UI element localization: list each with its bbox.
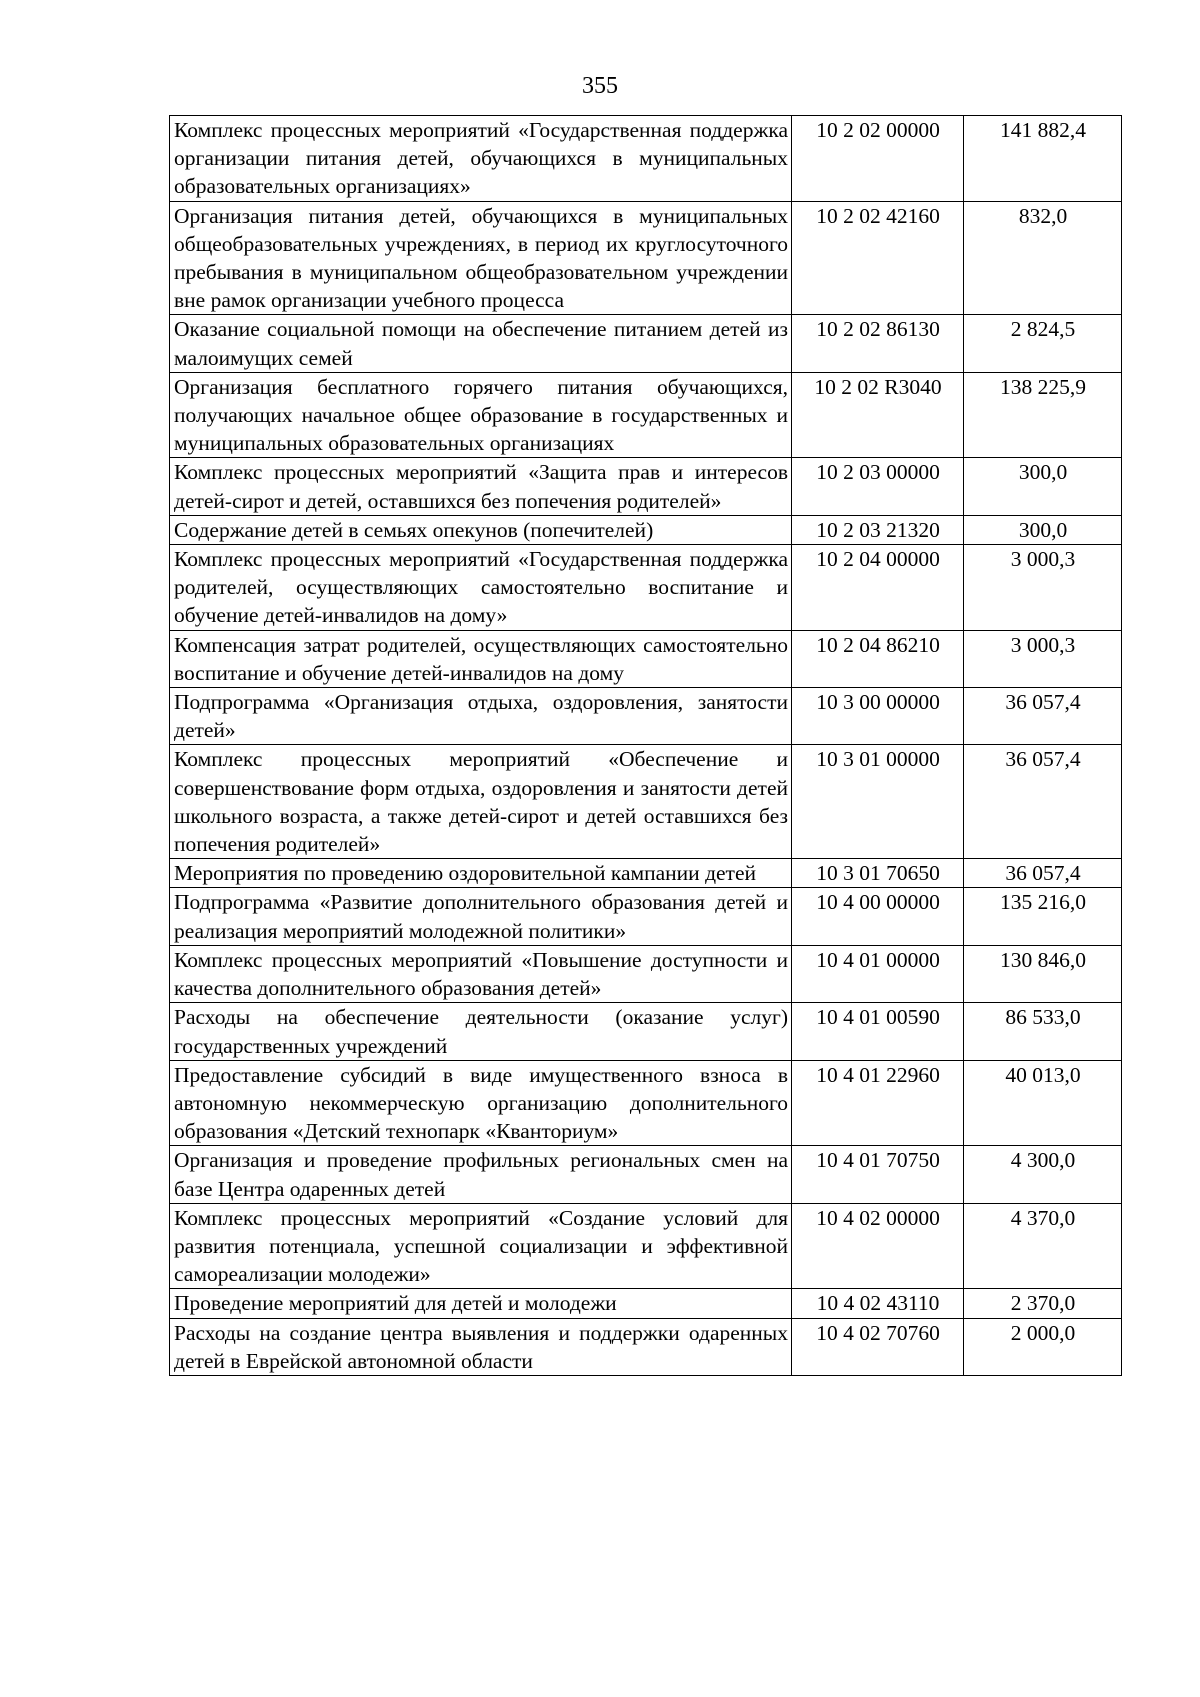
row-description: Расходы на обеспечение деятельности (оказание услуг) государственных учреждений — [170, 1003, 792, 1060]
row-amount: 832,0 — [964, 201, 1122, 315]
table-row — [170, 201, 1122, 315]
row-code: 10 2 04 00000 — [792, 545, 964, 631]
row-code: 10 4 00 00000 — [792, 888, 964, 945]
row-description: Организация и проведение профильных региональных смен на базе Центра одаренных детей — [170, 1146, 792, 1203]
page-number: 355 — [582, 73, 618, 99]
row-code: 10 2 02 00000 — [792, 116, 964, 202]
row-code: 10 4 01 70750 — [792, 1146, 964, 1203]
row-code: 10 3 01 00000 — [792, 745, 964, 859]
row-amount: 36 057,4 — [964, 745, 1122, 859]
row-code: 10 4 01 00000 — [792, 945, 964, 1002]
row-code: 10 2 04 86210 — [792, 630, 964, 687]
row-code: 10 3 01 70650 — [792, 859, 964, 888]
table-row — [170, 688, 1122, 745]
row-description: Проведение мероприятий для детей и молодежи — [170, 1289, 792, 1318]
table-row — [170, 1003, 1122, 1060]
row-description: Комплекс процессных мероприятий «Защита прав и интересов детей-сирот и детей, оставшихся без попечения родителей» — [170, 458, 792, 515]
budget-table — [169, 115, 1122, 1376]
row-amount: 130 846,0 — [964, 945, 1122, 1002]
row-code: 10 4 02 00000 — [792, 1203, 964, 1289]
row-code: 10 2 02 42160 — [792, 201, 964, 315]
table-row — [170, 315, 1122, 372]
row-description: Организация бесплатного горячего питания обучающихся, получающих начальное общее образование в государственных и муниципальных образовательных организациях — [170, 372, 792, 458]
row-amount: 2 000,0 — [964, 1318, 1122, 1375]
row-description: Организация питания детей, обучающихся в муниципальных общеобразовательных учреждениях, в период их круглосуточного пребывания в муниципальном общеобразовательном учреждении вне рамок организации учебного процесса — [170, 201, 792, 315]
table-row — [170, 888, 1122, 945]
row-description: Содержание детей в семьях опекунов (попечителей) — [170, 515, 792, 544]
row-code: 10 2 03 21320 — [792, 515, 964, 544]
row-description: Предоставление субсидий в виде имущественного взноса в автономную некоммерческую организацию дополнительного образования «Детский технопарк «Кванториум» — [170, 1060, 792, 1146]
row-amount: 135 216,0 — [964, 888, 1122, 945]
row-amount: 4 300,0 — [964, 1146, 1122, 1203]
row-description: Компенсация затрат родителей, осуществляющих самостоятельно воспитание и обучение детей-инвалидов на дому — [170, 630, 792, 687]
row-code: 10 2 02 86130 — [792, 315, 964, 372]
row-amount: 36 057,4 — [964, 859, 1122, 888]
row-description: Комплекс процессных мероприятий «Государственная поддержка родителей, осуществляющих самостоятельно воспитание и обучение детей-инвалидов на дому» — [170, 545, 792, 631]
row-code: 10 2 03 00000 — [792, 458, 964, 515]
table-row — [170, 1289, 1122, 1318]
row-amount: 86 533,0 — [964, 1003, 1122, 1060]
row-amount: 138 225,9 — [964, 372, 1122, 458]
row-description: Расходы на создание центра выявления и поддержки одаренных детей в Еврейской автономной области — [170, 1318, 792, 1375]
table-row — [170, 116, 1122, 202]
row-description: Оказание социальной помощи на обеспечение питанием детей из малоимущих семей — [170, 315, 792, 372]
row-description: Комплекс процессных мероприятий «Создание условий для развития потенциала, успешной социализации и эффективной самореализации молодежи» — [170, 1203, 792, 1289]
table-row — [170, 1203, 1122, 1289]
table-row — [170, 630, 1122, 687]
row-description: Комплекс процессных мероприятий «Государственная поддержка организации питания детей, обучающихся в муниципальных образовательных организациях» — [170, 116, 792, 202]
table-row — [170, 945, 1122, 1002]
row-amount: 3 000,3 — [964, 630, 1122, 687]
row-description: Мероприятия по проведению оздоровительной кампании детей — [170, 859, 792, 888]
table-row — [170, 372, 1122, 458]
row-amount: 4 370,0 — [964, 1203, 1122, 1289]
row-amount: 40 013,0 — [964, 1060, 1122, 1146]
row-code: 10 4 02 43110 — [792, 1289, 964, 1318]
row-amount: 3 000,3 — [964, 545, 1122, 631]
row-amount: 2 370,0 — [964, 1289, 1122, 1318]
row-code: 10 4 01 00590 — [792, 1003, 964, 1060]
row-code: 10 4 01 22960 — [792, 1060, 964, 1146]
table-row — [170, 1146, 1122, 1203]
table-row — [170, 859, 1122, 888]
row-amount: 36 057,4 — [964, 688, 1122, 745]
table-row — [170, 1318, 1122, 1375]
table-row — [170, 515, 1122, 544]
table-row — [170, 1060, 1122, 1146]
row-amount: 300,0 — [964, 458, 1122, 515]
row-description: Подпрограмма «Организация отдыха, оздоровления, занятости детей» — [170, 688, 792, 745]
row-code: 10 3 00 00000 — [792, 688, 964, 745]
row-amount: 2 824,5 — [964, 315, 1122, 372]
row-code: 10 4 02 70760 — [792, 1318, 964, 1375]
row-amount: 141 882,4 — [964, 116, 1122, 202]
row-description: Комплекс процессных мероприятий «Обеспечение и совершенствование форм отдыха, оздоровления и занятости детей школьного возраста, а также детей-сирот и детей оставшихся без попечения родителей» — [170, 745, 792, 859]
row-description: Комплекс процессных мероприятий «Повышение доступности и качества дополнительного образования детей» — [170, 945, 792, 1002]
table-row — [170, 458, 1122, 515]
row-description: Подпрограмма «Развитие дополнительного образования детей и реализация мероприятий молодежной политики» — [170, 888, 792, 945]
row-amount: 300,0 — [964, 515, 1122, 544]
table-row — [170, 745, 1122, 859]
row-code: 10 2 02 R3040 — [792, 372, 964, 458]
table-row — [170, 545, 1122, 631]
